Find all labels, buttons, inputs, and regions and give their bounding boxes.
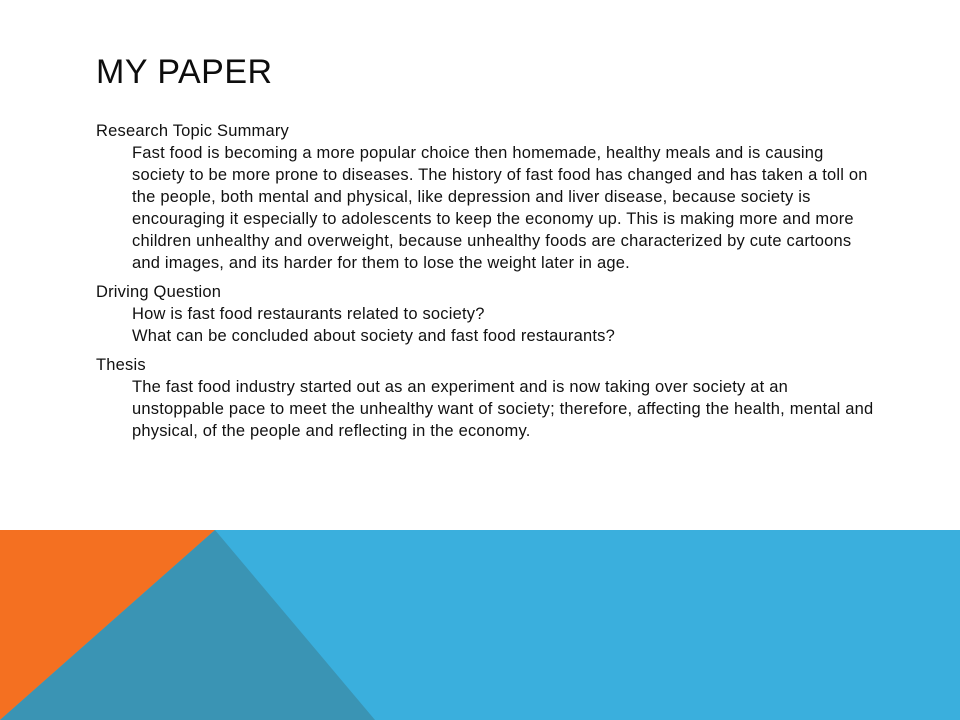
section-paragraph: How is fast food restaurants related to society?	[132, 305, 485, 323]
section-research-topic-summary	[96, 120, 876, 274]
slide-title: MY PAPER	[96, 53, 273, 91]
slide-body	[96, 120, 876, 449]
footer-shapes	[0, 530, 960, 720]
section-heading: Thesis	[96, 356, 146, 374]
decorative-footer-band	[0, 530, 960, 720]
section-paragraph: Fast food is becoming a more popular choice then homemade, healthy meals and is causing society to be more prone to diseases. The history of fast food has changed and has taken a toll on the people, both mental and physical, like depression and liver disease, because society is encouraging it especially to adolescents to keep the economy up. This is making more and more children unhealthy and overweight, because unhealthy foods are characterized by cute cartoons and images, and its harder for them to lose the weight later in age.	[132, 144, 868, 272]
section-driving-question	[96, 281, 876, 347]
section-thesis	[96, 354, 876, 442]
section-heading: Research Topic Summary	[96, 122, 289, 140]
section-heading: Driving Question	[96, 283, 222, 301]
section-paragraph: What can be concluded about society and fast food restaurants?	[132, 327, 615, 345]
section-paragraph: The fast food industry started out as an experiment and is now taking over society at an unstoppable pace to meet the unhealthy want of society; therefore, affecting the health, mental and physical, of the people and reflecting in the economy.	[132, 378, 874, 440]
